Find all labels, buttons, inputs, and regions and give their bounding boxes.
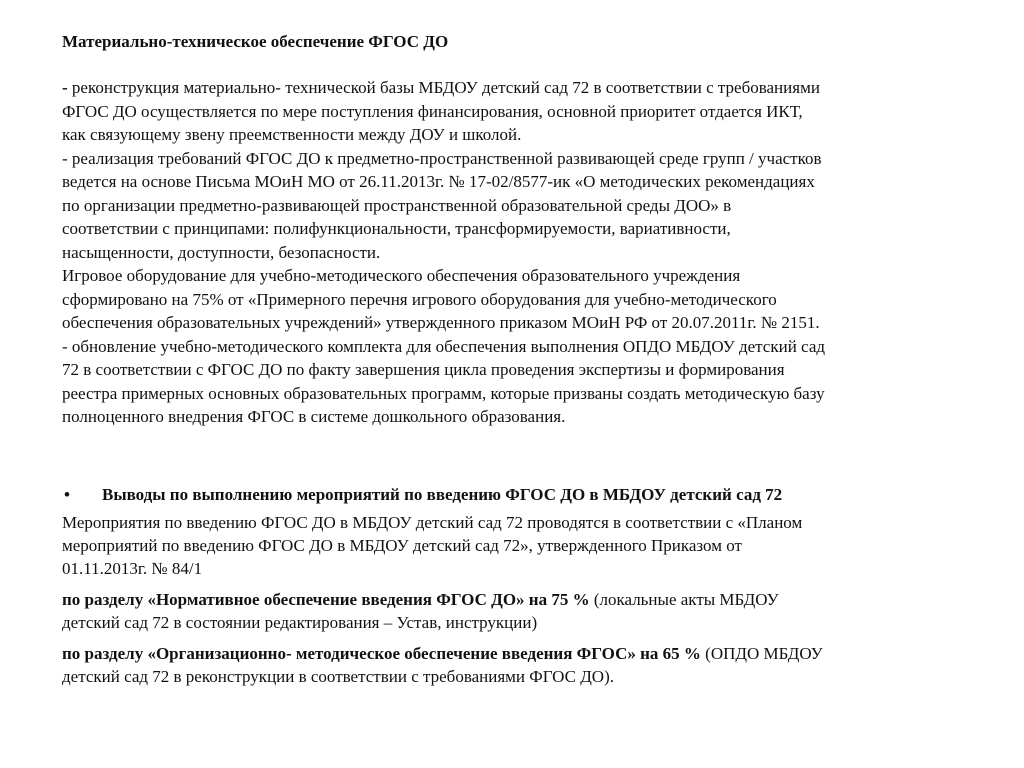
text-line: - реализация требований ФГОС ДО к предметно-пространственной развивающей среде групп / участков	[62, 148, 822, 168]
slide-content	[62, 30, 982, 688]
text-line: по разделу «Организационно- методическое обеспечение введения ФГОС» на 65 % (ОПДО МБДОУ	[62, 643, 823, 663]
conclusion-item-label: по разделу «Организационно- методическое обеспечение введения ФГОС» на 65 %	[62, 643, 701, 663]
text-line: полноценного внедрения ФГОС в системе дошкольного образования.	[62, 407, 566, 426]
text-line: по разделу «Нормативное обеспечение введения ФГОС ДО» на 75 % (локальные акты МБДОУ	[62, 589, 779, 609]
text-line: - обновление учебно-методического комплекта для обеспечения выполнения ОПДО МБДОУ детский сад	[62, 336, 826, 356]
text-line: как связующему звену преемственности между ДОУ и школой.	[62, 125, 522, 144]
conclusions-heading-text: Выводы по выполнению мероприятий по введению ФГОС ДО в МБДОУ детский сад 72	[102, 484, 783, 504]
conclusion-item-organizational	[62, 642, 982, 688]
text-line: соответствии с принципами: полифункциональности, трансформируемости, вариативности,	[62, 219, 731, 238]
dash-marker: -	[62, 78, 72, 97]
bullet-icon: •	[64, 484, 70, 504]
page-title: Материально-техническое обеспечение ФГОС ДО	[62, 32, 449, 51]
conclusion-item-label: по разделу «Нормативное обеспечение введения ФГОС ДО» на 75 %	[62, 589, 590, 609]
text-line: детский сад 72 в реконструкции в соответствии с требованиями ФГОС ДО).	[62, 666, 614, 686]
text-line: реестра примерных основных образовательных программ, которые призваны создать методическую базу	[62, 383, 825, 403]
text-line: детский сад 72 в состоянии редактирования – Устав, инструкции)	[62, 612, 538, 632]
text-line: Мероприятия по введению ФГОС ДО в МБДОУ детский сад 72 проводятся в соответствии с «Планом	[62, 512, 803, 532]
text-line: мероприятий по введению ФГОС ДО в МБДОУ детский сад 72», утвержденного Приказом от	[62, 535, 742, 555]
conclusion-item-normative	[62, 588, 982, 634]
text-line: 72 в соответствии с ФГОС ДО по факту завершения цикла проведения экспертизы и формирования	[62, 360, 785, 379]
text-line: по организации предметно-развивающей пространственной образовательной среды ДОО» в	[62, 195, 732, 215]
text-line: сформировано на 75% от «Примерного перечня игрового оборудования для учебно-методического	[62, 289, 777, 309]
text-line: - реконструкция материально- технической базы МБДОУ детский сад 72 в соответствии с требованиями	[62, 78, 820, 97]
spacer	[62, 429, 982, 477]
section-reconstruction	[62, 76, 982, 429]
text-line: 01.11.2013г. № 84/1	[62, 558, 203, 578]
text-line: насыщенности, доступности, безопасности.	[62, 242, 381, 262]
text-line: ФГОС ДО осуществляется по мере поступления финансирования, основной приоритет отдается ИКТ,	[62, 101, 803, 121]
text-line: ведется на основе Письма МОиН МО от 26.11.2013г. № 17-02/8577-ик «О методических рекомендациях	[62, 172, 815, 191]
conclusions-intro	[62, 511, 982, 580]
conclusions-heading	[62, 483, 982, 507]
text-line: Игровое оборудование для учебно-методического обеспечения образовательного учреждения	[62, 266, 741, 285]
text-line: обеспечения образовательных учреждений» утвержденного приказом МОиН РФ от 20.07.2011г. № 2151.	[62, 313, 820, 332]
